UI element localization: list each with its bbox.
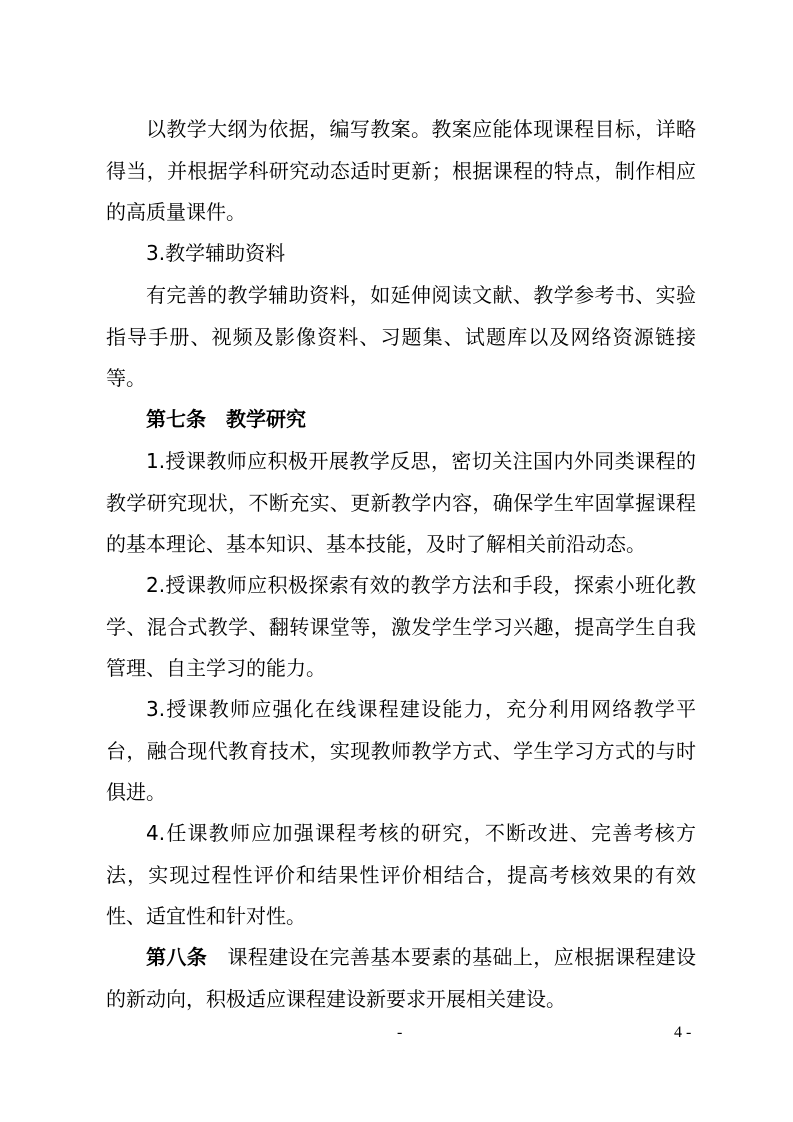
article-8-label: 第八条 (146, 945, 208, 969)
footer-dash: - (397, 1024, 403, 1041)
article-7-label: 第七条 (146, 407, 206, 431)
list-item-research-2: 2.授课教师应积极探索有效的教学方法和手段，探索小班化教学、混合式教学、翻转课堂等，激发学生学习兴趣，提高学生自我管理、自主学习的能力。 (106, 573, 696, 680)
article-7-title: 教学研究 (226, 407, 306, 431)
article-7-heading (106, 399, 696, 441)
list-item-research-4: 4.任课教师应加强课程考核的研究，不断改进、完善考核方法，实现过程性评价和结果性评价相结合，提高考核效果的有效性、适宜性和针对性。 (106, 821, 696, 928)
list-item-research-3: 3.授课教师应强化在线课程建设能力，充分利用网络教学平台，融合现代教育技术，实现教师教学方式、学生学习方式的与时俱进。 (106, 697, 696, 804)
paragraph-teaching-aids: 有完善的教学辅助资料，如延伸阅读文献、教学参考书、实验指导手册、视频及影像资料、习题集、试题库以及网络资源链接等。 (106, 283, 696, 390)
heading-teaching-aids: 3.教学辅助资料 (146, 241, 286, 265)
paragraph-syllabus: 以教学大纲为依据，编写教案。教案应能体现课程目标，详略得当，并根据学科研究动态适时更新；根据课程的特点，制作相应的高质量课件。 (106, 117, 696, 224)
list-item-research-1: 1.授课教师应积极开展教学反思，密切关注国内外同类课程的教学研究现状，不断充实、更新教学内容，确保学生牢固掌握课程的基本理论、基本知识、基本技能，及时了解相关前沿动态。 (106, 449, 696, 556)
article-8-text: 课程建设在完善基本要素的基础上，应根据课程建设的新动向，积极适应课程建设新要求开展相关建设。 (106, 945, 697, 1011)
page-number: 4 - (674, 1024, 692, 1041)
article-8-paragraph (106, 937, 696, 1020)
